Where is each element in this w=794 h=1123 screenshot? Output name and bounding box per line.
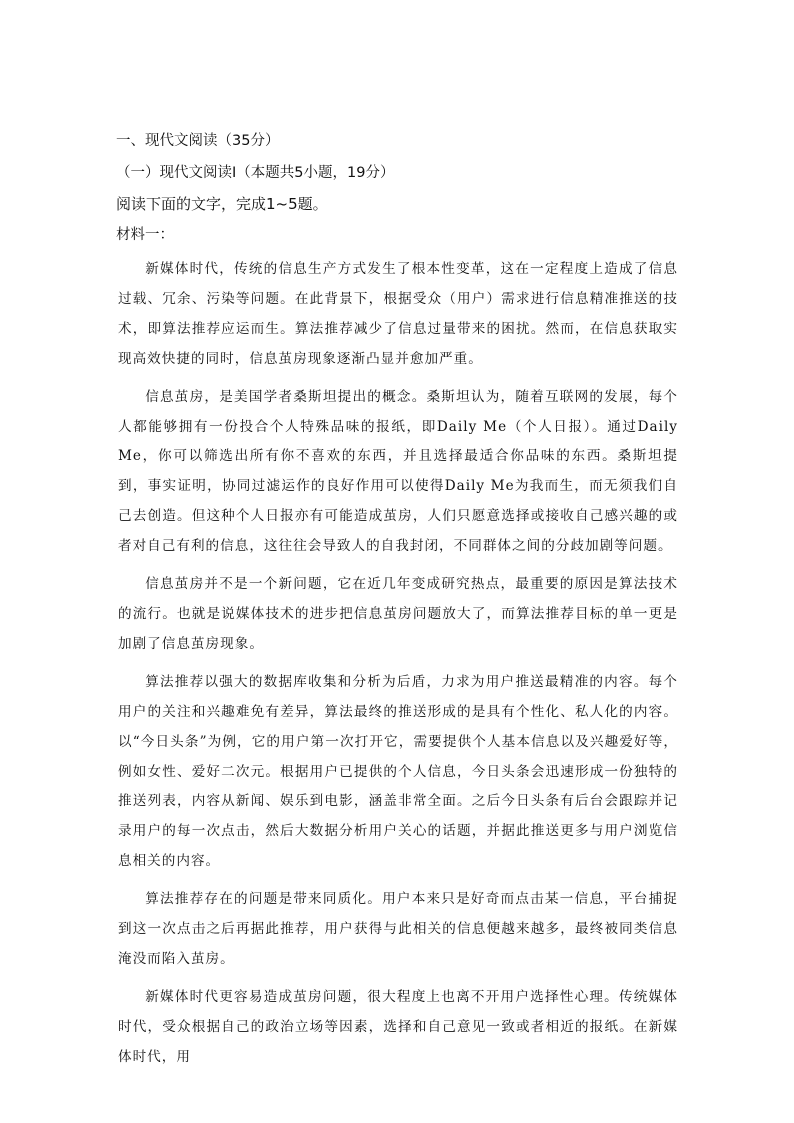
paragraph: 信息茧房并不是一个新问题，它在近几年变成研究热点，最重要的原因是算法技术的流行。也就是说媒体技术的进步把信息茧房问题放大了，而算法推荐目标的单一更是加剧了信息茧房现象。 [118, 576, 678, 652]
article-body [118, 255, 678, 1081]
paragraph: 算法推荐存在的问题是带来同质化。用户本来只是好奇而点击某一信息，平台捕捉到这一次点击之后再据此推荐，用户获得与此相关的信息便越来越多，最终被同类信息淹没而陷入茧房。 [118, 891, 678, 967]
paragraph: 算法推荐以强大的数据库收集和分析为后盾，力求为用户推送最精准的内容。每个用户的关注和兴趣难免有差异，算法最终的推送形成的是具有个性化、私人化的内容。以“今日头条”为例，它的用户第一次打开它，需要提供个人基本信息以及兴趣爱好等，例如女性、爱好二次元。根据用户已提供的个人信息，今日头条会迅速形成一份独特的推送列表，内容从新闻、娱乐到电影，涵盖非常全面。之后今日头条有后台会跟踪并记录用户的每一次点击，然后大数据分析用户关心的话题，并据此推送更多与用户浏览信息相关的内容。 [118, 673, 678, 870]
paragraph: 信息茧房，是美国学者桑斯坦提出的概念。桑斯坦认为，随着互联网的发展，每个人都能够拥有一份投合个人特殊品味的报纸，即Daily Me（个人日报）。通过Daily Me，你可以筛选出所有你不喜欢的东西，并且选择最适合你品味的东西。桑斯坦提到，事实证明，协同过滤运作的良好作用可以使得Daily Me为我而生，而无须我们自己去创造。但这种个人日报亦有可能造成茧房，人们只愿意选择或接收自己感兴趣的或者对自己有利的信息，这往往会导致人的自我封闭，不同群体之间的分歧加剧等问题。 [118, 388, 678, 555]
material-label: 材料一： [116, 227, 174, 243]
paragraph: 新媒体时代更容易造成茧房问题，很大程度上也离不开用户选择性心理。传统媒体时代，受众根据自己的政治立场等因素，选择和自己意见一致或者相近的报纸。在新媒体时代，用 [118, 988, 678, 1065]
section-title: 一、现代文阅读（35分） [116, 133, 280, 149]
paragraph: 新媒体时代，传统的信息生产方式发生了根本性变革，这在一定程度上造成了信息过载、冗余、污染等问题。在此背景下，根据受众（用户）需求进行信息精准推送的技术，即算法推荐应运而生。算法推荐减少了信息过量带来的困扰。然而，在信息获取实现高效快捷的同时，信息茧房现象逐渐凸显并愈加严重。 [118, 261, 678, 367]
section-subtitle: （一）现代文阅读Ⅰ（本题共5小题，19分） [116, 165, 395, 181]
reading-instruction: 阅读下面的文字，完成1~5题。 [116, 195, 328, 213]
